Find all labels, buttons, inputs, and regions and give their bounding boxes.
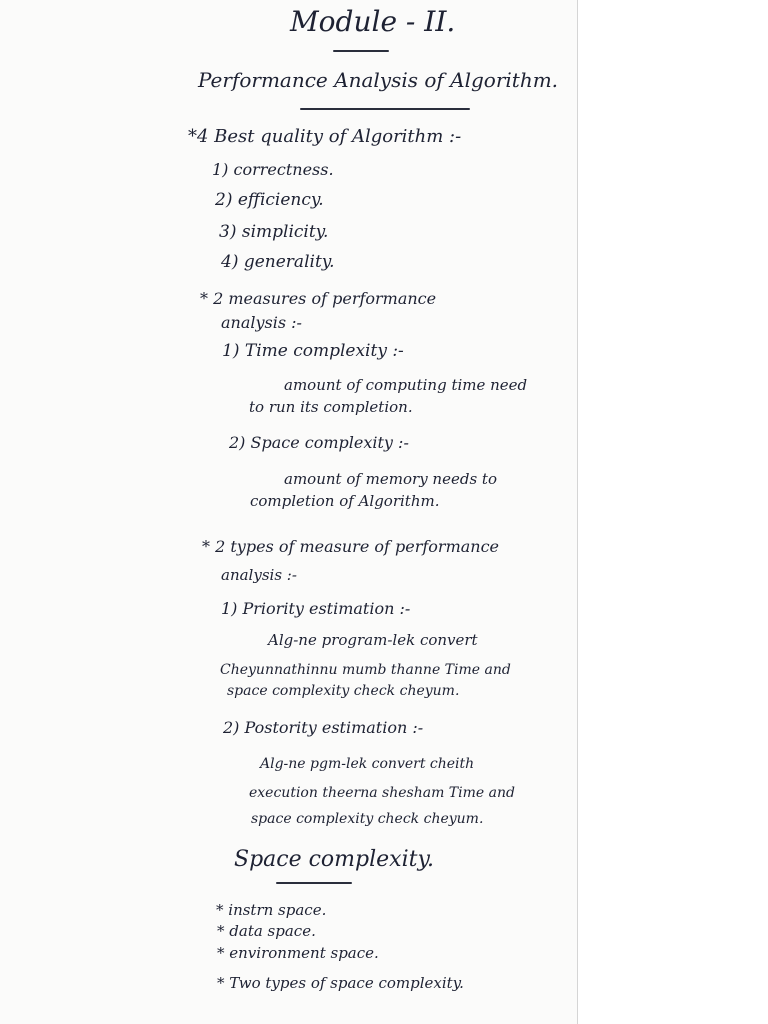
time-complexity-text: to run its completion. <box>249 398 413 416</box>
space-item: * data space. <box>217 922 316 940</box>
space-complexity-text: amount of memory needs to <box>284 470 497 488</box>
space-complexity-underline <box>276 882 352 884</box>
page-subtitle: Performance Analysis of Algorithm. <box>198 68 559 92</box>
time-complexity-heading: 1) Time complexity :- <box>222 341 404 361</box>
title-underline <box>333 50 389 52</box>
quality-item: 4) generality. <box>221 252 335 272</box>
priority-estimation-text: space complexity check cheyum. <box>227 683 460 699</box>
priority-estimation-text: Alg-ne program-lek convert <box>268 631 478 649</box>
posterity-estimation-text: Alg-ne pgm-lek convert cheith <box>260 756 475 772</box>
priority-estimation-text: Cheyunnathinnu mumb thanne Time and <box>220 662 511 678</box>
space-complexity-section-heading: Space complexity. <box>234 847 434 872</box>
page-title: Module - II. <box>290 5 456 38</box>
subtitle-underline <box>300 108 470 110</box>
measures-heading-cont: analysis :- <box>221 313 302 332</box>
quality-item: 2) efficiency. <box>215 190 324 210</box>
space-item: * instrn space. <box>216 901 327 919</box>
types-heading: * 2 types of measure of performance <box>202 537 500 556</box>
time-complexity-text: amount of computing time need <box>284 376 528 394</box>
posterity-estimation-text: execution theerna shesham Time and <box>249 785 515 801</box>
space-complexity-heading: 2) Space complexity :- <box>229 433 409 452</box>
types-heading-cont: analysis :- <box>221 566 297 584</box>
posterity-estimation-heading: 2) Postority estimation :- <box>223 718 424 737</box>
quality-item: 1) correctness. <box>212 160 334 179</box>
measures-heading: * 2 measures of performance <box>200 289 437 308</box>
best-quality-heading: *4 Best quality of Algorithm :- <box>188 126 462 147</box>
priority-estimation-heading: 1) Priority estimation :- <box>221 599 411 618</box>
space-item: * environment space. <box>217 944 379 962</box>
posterity-estimation-text: space complexity check cheyum. <box>251 811 484 827</box>
space-item: * Two types of space complexity. <box>217 974 464 992</box>
space-complexity-text: completion of Algorithm. <box>250 492 440 510</box>
quality-item: 3) simplicity. <box>219 222 329 242</box>
